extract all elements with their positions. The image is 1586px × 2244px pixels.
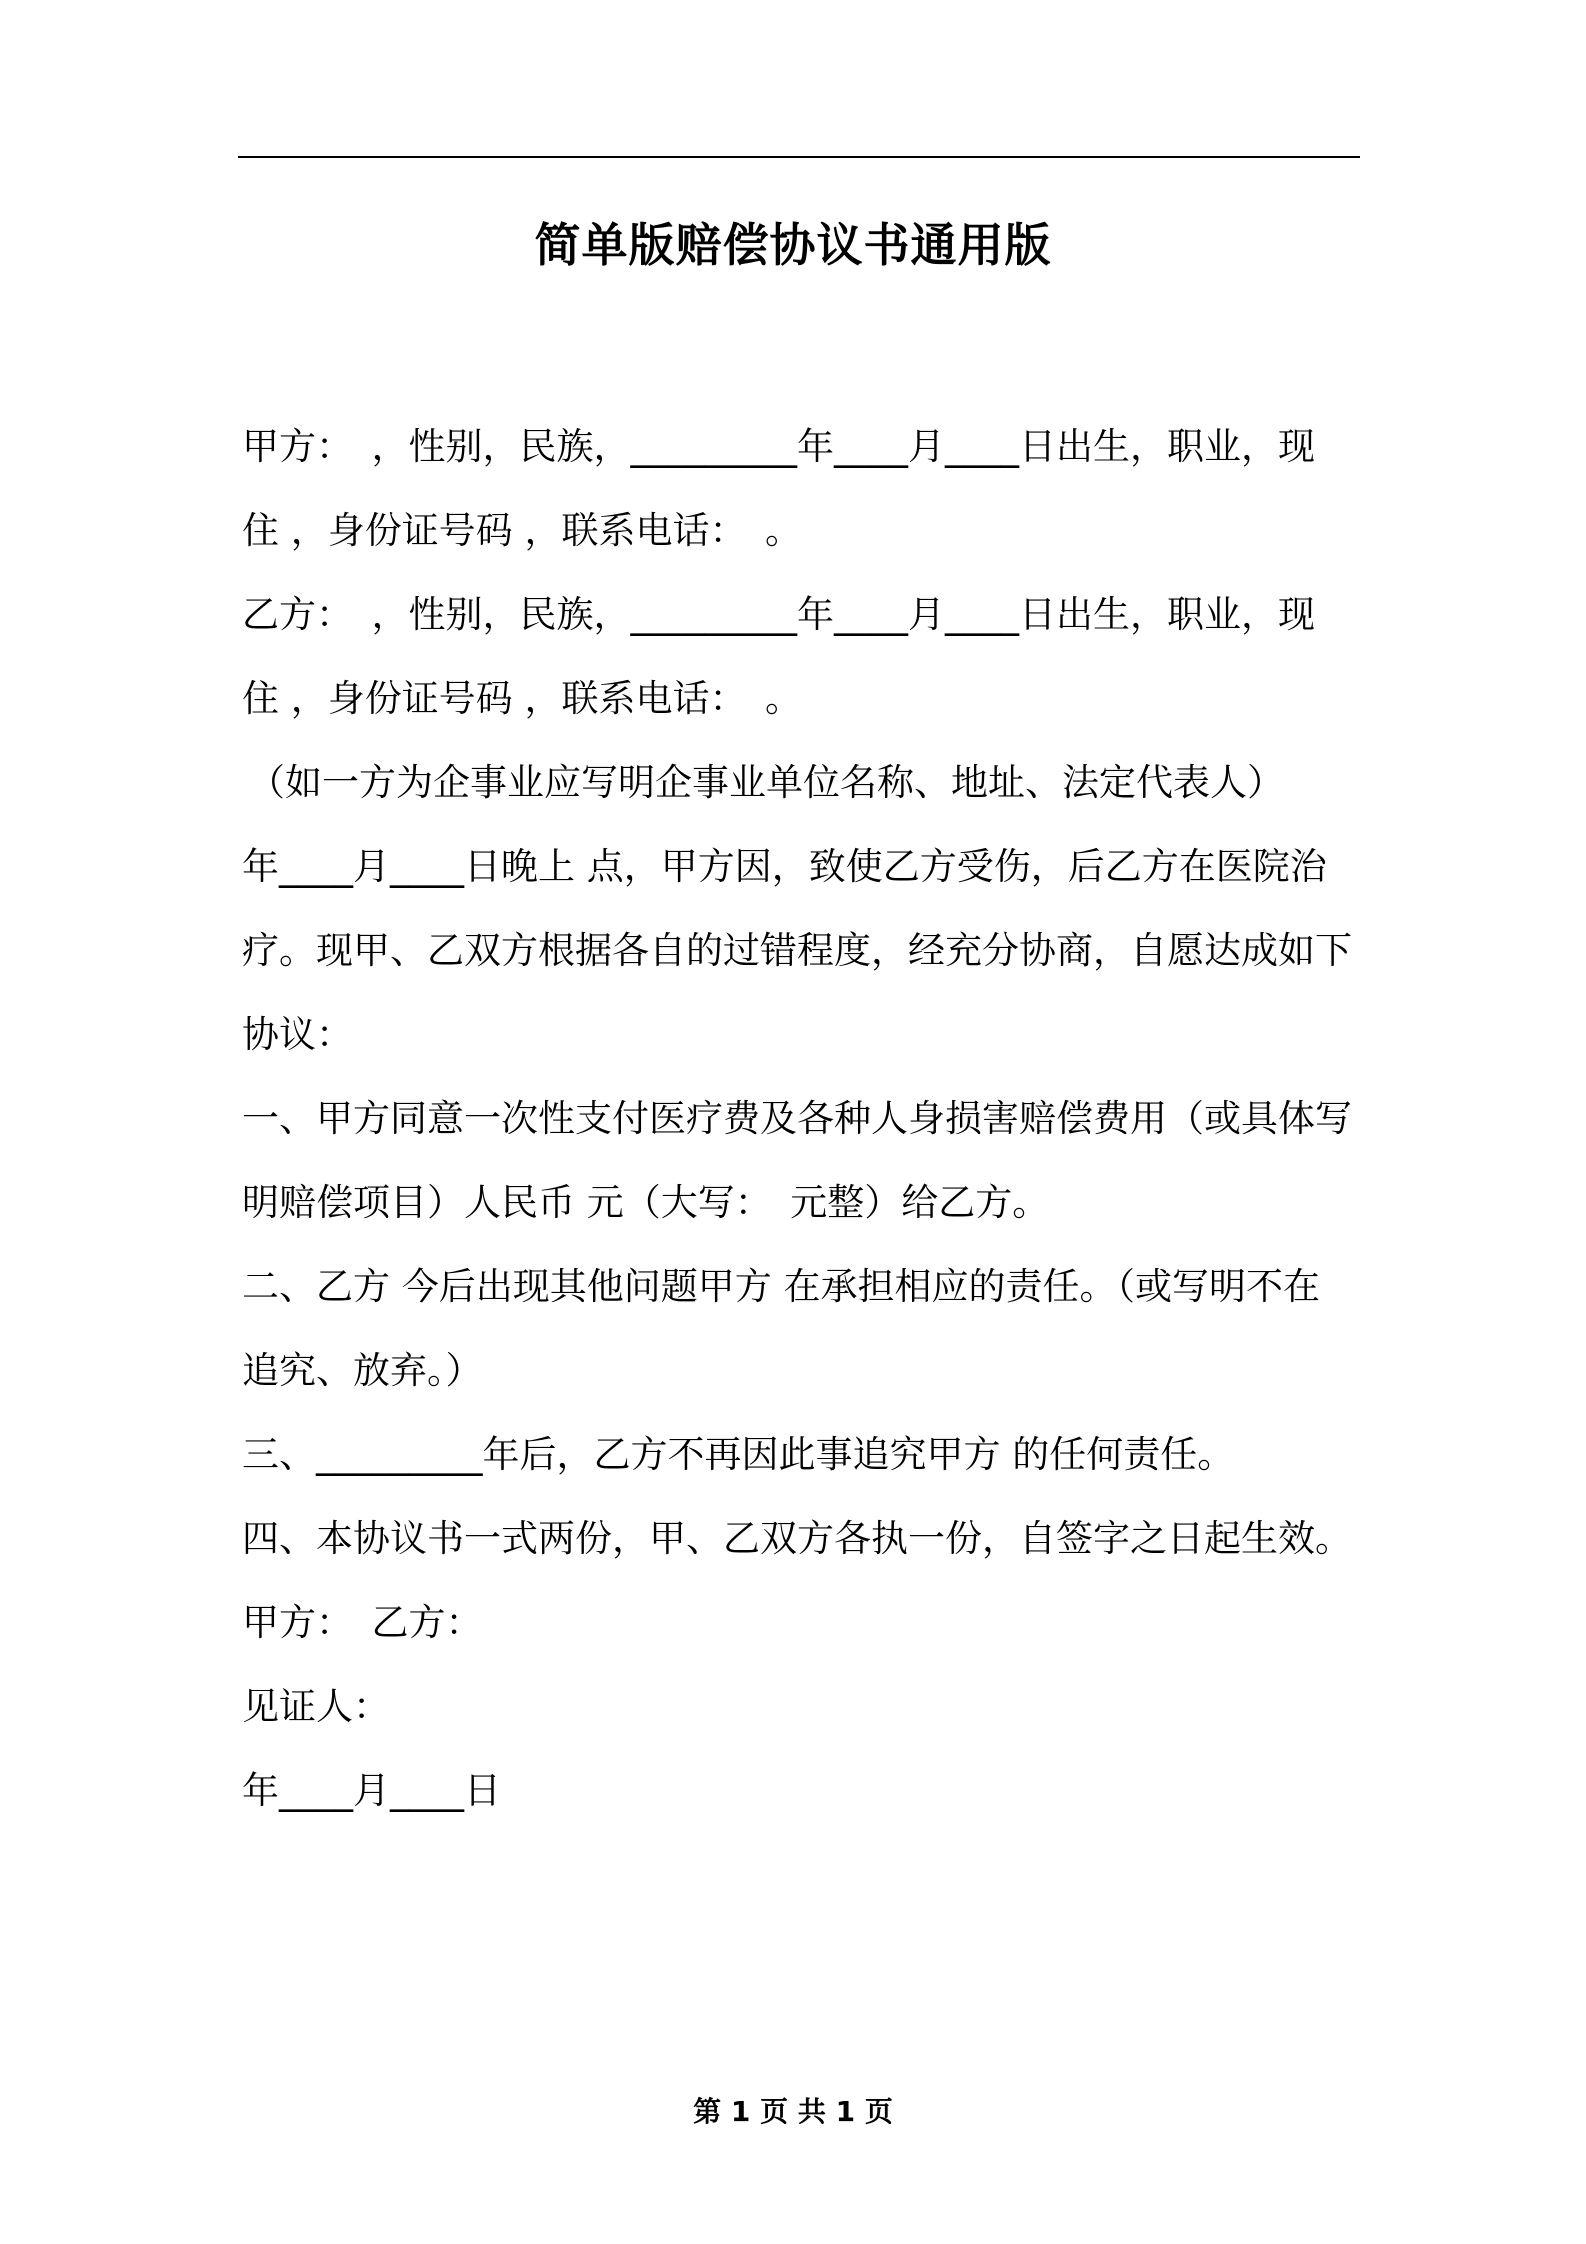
incident-line-1: 年____月____日晚上 点，甲方因，致使乙方受伤，后乙方在医院治: [242, 845, 1327, 888]
header-rule: [238, 156, 1360, 158]
clause-4: 四、本协议书一式两份，甲、乙双方各执一份，自签字之日起生效。: [242, 1517, 1352, 1560]
party-a-info-line-2: 住 ，身份证号码 ，联系电话： 。: [242, 509, 803, 552]
clause-1-line-1: 一、甲方同意一次性支付医疗费及各种人身损害赔偿费用（或具体写: [242, 1097, 1352, 1140]
incident-line-2: 疗。现甲、乙双方根据各自的过错程度，经充分协商，自愿达成如下: [242, 929, 1352, 972]
document-title: 简单版赔偿协议书通用版: [534, 218, 1052, 272]
enterprise-note: （如一方为企事业应写明企事业单位名称、地址、法定代表人）: [248, 761, 1284, 804]
document-body: [242, 405, 1360, 1833]
clause-3: 三、_________年后，乙方不再因此事追究甲方 的任何责任。: [242, 1433, 1235, 1476]
signature-date: 年____月____日: [242, 1769, 501, 1812]
party-b-info-line-2: 住 ，身份证号码 ，联系电话： 。: [242, 677, 803, 720]
party-a-info-line-1: 甲方： ，性别，民族，_________年____月____日出生，职业，现: [242, 425, 1315, 468]
clause-2-line-2: 追究、放弃。）: [242, 1349, 483, 1392]
party-b-info-line-1: 乙方： ，性别，民族，_________年____月____日出生，职业，现: [242, 593, 1315, 636]
clause-1-line-2: 明赔偿项目）人民币 元（大写： 元整）给乙方。: [242, 1181, 1050, 1224]
signature-witness: 见证人：: [242, 1685, 390, 1728]
clause-2-line-1: 二、乙方 今后出现其他问题甲方 在承担相应的责任。（或写明不在: [242, 1265, 1321, 1308]
incident-line-3: 协议：: [242, 1013, 353, 1056]
page-footer: 第 1 页 共 1 页: [693, 2095, 893, 2128]
signature-parties: 甲方： 乙方：: [242, 1601, 483, 1644]
